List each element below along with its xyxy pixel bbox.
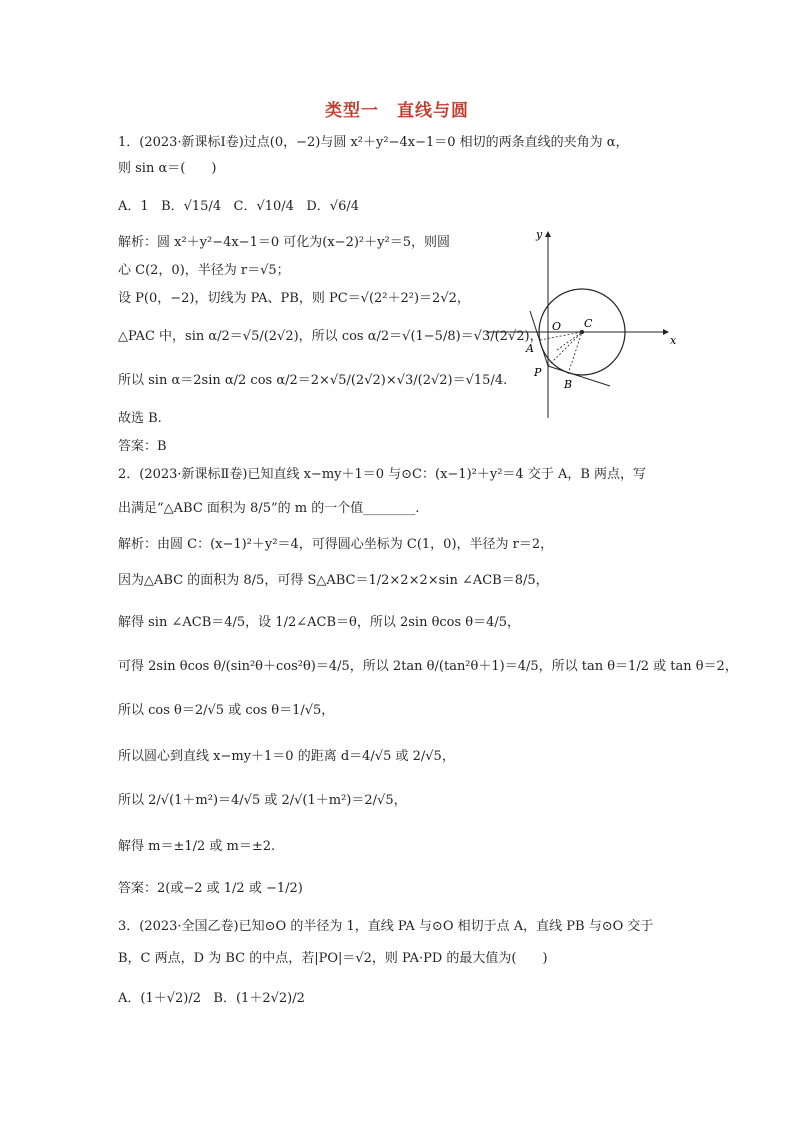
- problem3-stem-line1: 3．(2023·全国乙卷)已知⊙O 的半径为 1，直线 PA 与⊙O 相切于点 A，直线 PB 与⊙O 交于: [118, 919, 654, 934]
- segment-bc: [568, 332, 582, 374]
- problem1-solution-line: 所以 sin α＝2sin α/2 cos α/2＝2×√5/(2√2)×√3/(2√2)＝√15/4.: [118, 373, 508, 388]
- point-a-label: A: [526, 342, 534, 355]
- tangent-line-pa: [530, 311, 548, 366]
- problem3-stem-line2: B，C 两点，D 为 BC 的中点，若|PO|＝√2，则 PA·PD 的最大值为( ): [118, 951, 548, 966]
- problem2-solution-line: 因为△ABC 的面积为 8/5，可得 S△ABC＝1/2×2×2×sin ∠ACB＝8/5，: [118, 573, 549, 588]
- point-p-label: P: [534, 366, 542, 379]
- problem1-option-c: C．√10/4: [233, 199, 294, 214]
- problem2-solution-line: 解得 sin ∠ACB＝4/5，设 1/2∠ACB＝θ，所以 2sin θcos θ＝4/5，: [118, 615, 521, 630]
- problem2-answer: 答案：2(或−2 或 1/2 或 −1/2): [118, 881, 303, 896]
- problem1-stem-line1: 1．(2023·新课标Ⅰ卷)过点(0，−2)与圆 x²＋y²−4x−1＝0 相切的两条直线的夹角为 α，: [118, 135, 629, 150]
- problem2-solution-line: 解析：由圆 C：(x−1)²＋y²＝4，可得圆心坐标为 C(1，0)，半径为 r＝2，: [118, 537, 554, 552]
- origin-label: O: [552, 320, 562, 333]
- problem1-solution-line: 故选 B.: [118, 411, 162, 426]
- problem1-option-a: A．1: [118, 199, 149, 214]
- segment-ac: [540, 332, 582, 340]
- center-label: C: [584, 317, 593, 330]
- problem2-stem-line2: 出满足“△ABC 面积为 8/5”的 m 的一个值________.: [118, 501, 420, 516]
- problem1-answer: 答案：B: [118, 439, 167, 454]
- page-title: 类型一 直线与圆: [325, 101, 469, 121]
- problem2-solution-line: 解得 m＝±1/2 或 m＝±2.: [118, 839, 276, 854]
- problem2-solution-line: 可得 2sin θcos θ/(sin²θ＋cos²θ)＝4/5，所以 2tan θ/(tan²θ＋1)＝4/5，所以 tan θ＝1/2 或 tan θ＝2，: [118, 659, 738, 674]
- problem1-solution-line: 解析：圆 x²＋y²−4x−1＝0 可化为(x−2)²＋y²＝5，则圆: [118, 235, 450, 250]
- problem1-solution-line: 心 C(2，0)，半径为 r＝√5；: [118, 263, 290, 278]
- problem2-solution-line: 所以圆心到直线 x−my＋1＝0 的距离 d＝4/√5 或 2/√5，: [118, 749, 455, 764]
- problem3-option-a: A．(1＋√2)/2: [118, 991, 202, 1006]
- circle-tangent-figure: [478, 226, 678, 422]
- problem3-option-b: B．(1＋2√2)/2: [213, 991, 305, 1006]
- tangent-line-pb: [548, 366, 610, 386]
- problem1-solution-line: △PAC 中，sin α/2＝√5/(2√2)，所以 cos α/2＝√(1−5/8)＝√3/(2√2)，: [118, 329, 543, 344]
- problem1-solution-line: 设 P(0，−2)，切线为 PA、PB，则 PC＝√(2²＋2²)＝2√2，: [118, 291, 470, 306]
- problem1-options: [118, 198, 359, 216]
- problem1-option-b: B．√15/4: [161, 199, 222, 214]
- x-axis-label: x: [670, 334, 677, 347]
- problem2-solution-line: 所以 cos θ＝2/√5 或 cos θ＝1/√5，: [118, 703, 335, 718]
- y-axis-label: y: [536, 228, 543, 241]
- problem1-stem-line2: 则 sin α＝( ): [118, 161, 217, 176]
- problem2-solution-line: 所以 2/√(1＋m²)＝4/√5 或 2/√(1＋m²)＝2/√5，: [118, 793, 407, 808]
- problem2-stem-line1: 2．(2023·新课标Ⅱ卷)已知直线 x−my＋1＝0 与⊙C：(x−1)²＋y²＝4 交于 A，B 两点，写: [118, 467, 647, 482]
- problem3-options: [118, 990, 305, 1008]
- point-b-label: B: [564, 378, 573, 391]
- problem1-option-d: D．√6/4: [306, 199, 359, 214]
